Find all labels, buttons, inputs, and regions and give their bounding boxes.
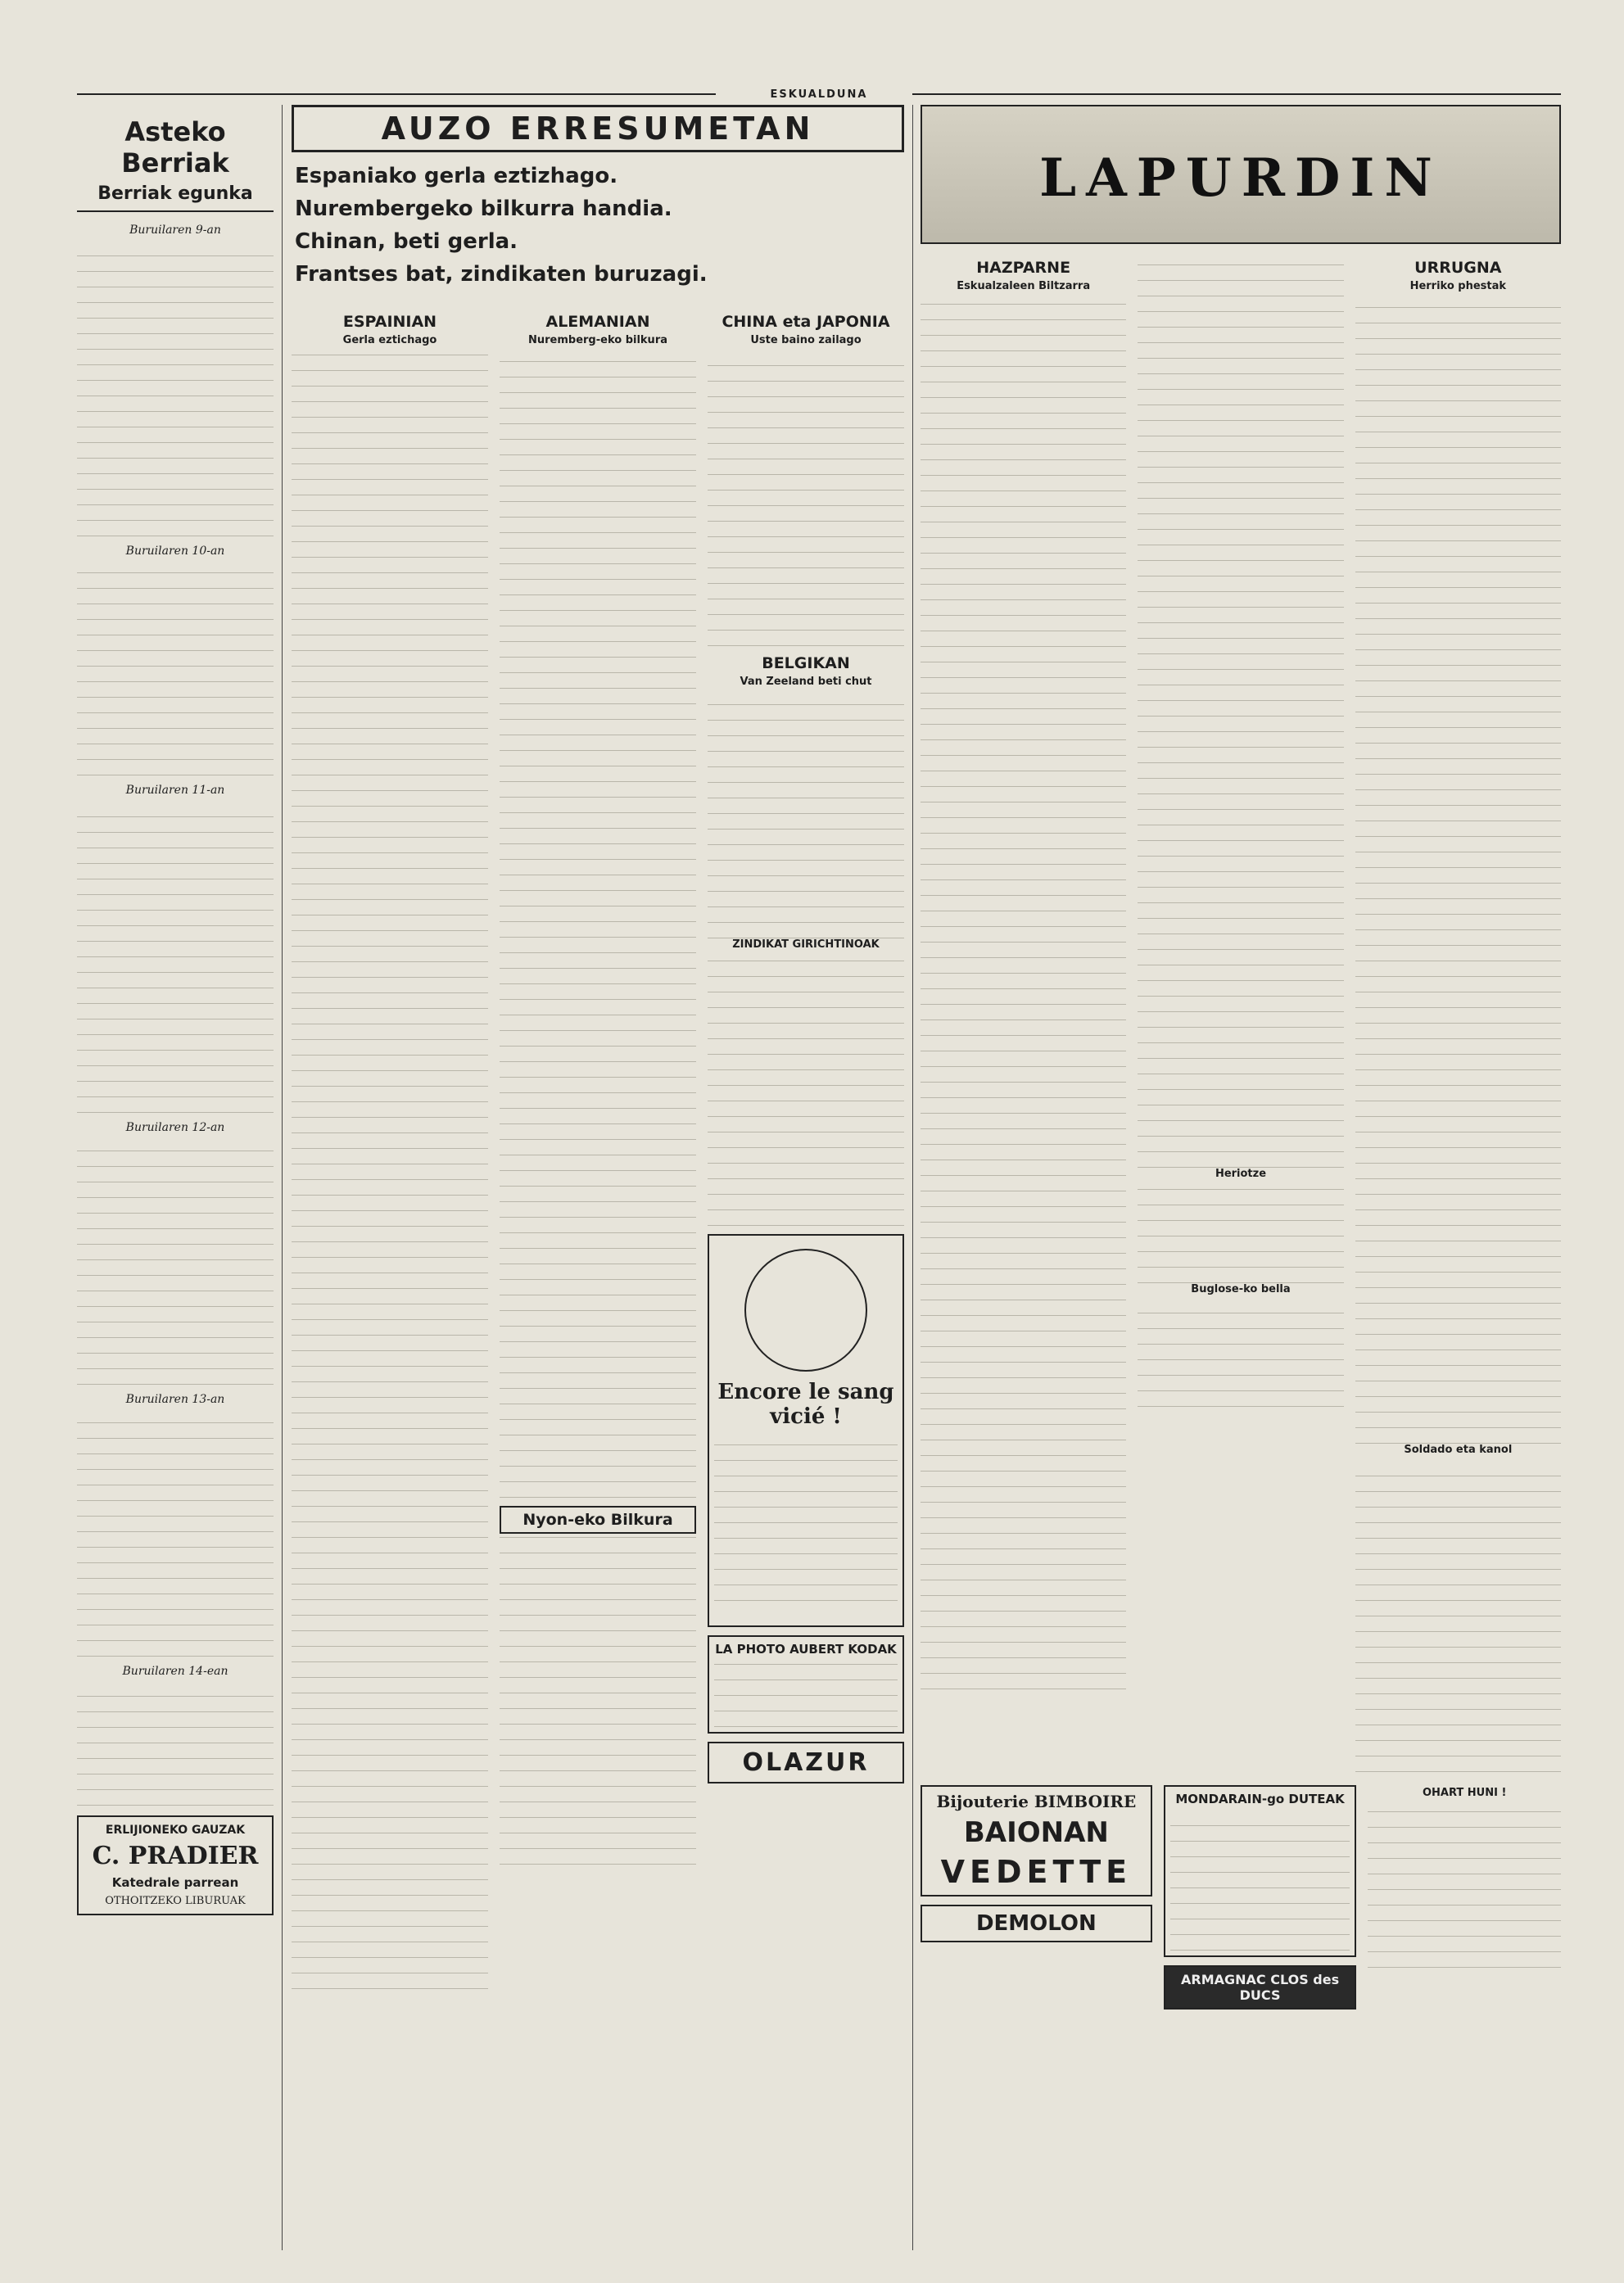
sub-heading: OHART HUNI ! [1422, 1787, 1507, 1799]
section-heading: CHINA eta JAPONIA [722, 313, 890, 331]
newspaper-page [77, 79, 1561, 2253]
ad-body [1170, 1811, 1350, 1951]
ad-brand: VEDETTE [940, 1854, 1133, 1890]
article-body [77, 1139, 274, 1385]
bimboire-ad [921, 1785, 1152, 1896]
asteko-berriak-column [77, 105, 274, 2250]
date-line: Buruilaren 12-an [125, 1121, 225, 1134]
olazur-ad [708, 1742, 904, 1783]
section-heading: Nyon-eko Bilkura [500, 1506, 696, 1534]
clos-des-ducs-ad [1164, 1965, 1357, 2009]
ad-name: C. PRADIER [92, 1842, 259, 1870]
date-line: Buruilaren 14-ean [122, 1665, 228, 1678]
section-heading: ALEMANIAN [545, 313, 650, 331]
section-title: AUZO ERRESUMETAN [292, 105, 904, 152]
article-body [500, 1537, 696, 1865]
banner-title: LAPURDIN [1039, 147, 1442, 209]
article-body [292, 351, 488, 1989]
pradier-ad [77, 1815, 274, 1915]
sub-heading: ZINDIKAT GIRICHTINOAK [732, 938, 880, 951]
ad-body [714, 1437, 898, 1601]
sub-heading: Buglose-ko bella [1191, 1283, 1291, 1295]
ad-body [714, 1661, 898, 1727]
article-body [1355, 297, 1561, 1444]
article-body [1368, 1804, 1561, 1968]
date-line: Buruilaren 9-an [129, 224, 221, 237]
date-line: Buruilaren 10-an [125, 545, 225, 558]
encore-ad [708, 1234, 904, 1627]
article-body [1138, 251, 1343, 1168]
ad-city: BAIONAN [963, 1816, 1109, 1849]
sub-heading: Soldado eta kanol [1404, 1444, 1513, 1456]
column-rule [912, 105, 913, 2250]
section-heading: HAZPARNE [976, 259, 1071, 277]
sub-heading: Eskualzaleen Biltzarra [957, 280, 1091, 292]
masthead: ESKUALDUNA [770, 88, 868, 101]
auzo-erresumetan-section [292, 105, 904, 2250]
ad-headline: ARMAGNAC CLOS des DUCS [1181, 1972, 1340, 2003]
kodak-ad [708, 1635, 904, 1734]
ad-headline: Bijouterie BIMBOIRE [936, 1792, 1137, 1811]
article-body [708, 956, 904, 1226]
article-body [921, 297, 1126, 1689]
kicker: Espaniako gerla eztizhago. [295, 164, 618, 188]
sub-heading: Nuremberg-eko bilkura [527, 334, 667, 346]
article-body [708, 351, 904, 646]
section-heading: ESPAINIAN [342, 313, 437, 331]
page-header [77, 88, 1561, 100]
date-line: Buruilaren 13-an [125, 1393, 225, 1406]
kicker: Nurembergeko bilkurra handia. [295, 197, 672, 221]
article-body [708, 693, 904, 938]
lapurdin-section [921, 105, 1561, 2250]
column-rule [282, 105, 283, 2250]
article-body [500, 351, 696, 1498]
sub-heading: Herriko phestak [1409, 280, 1507, 292]
article-body [77, 1411, 274, 1657]
column-subtitle: Berriak egunka [77, 183, 274, 212]
article-body [77, 1683, 274, 1806]
ad-headline: MONDARAIN-go DUTEAK [1175, 1792, 1345, 1806]
ad-headline: DEMOLON [975, 1911, 1097, 1936]
ad-title: ERLIJIONEKO GAUZAK [105, 1824, 246, 1837]
article-body [1138, 1300, 1343, 1407]
article-body [77, 802, 274, 1113]
sub-heading: Heriotze [1215, 1168, 1267, 1180]
ad-subtitle: Katedrale parrean [111, 1875, 239, 1890]
date-line: Buruilaren 11-an [125, 784, 225, 797]
kicker: Frantses bat, zindikaten buruzagi. [295, 262, 708, 287]
column-title: Asteko Berriak [121, 116, 229, 179]
leg-illustration [744, 1249, 867, 1372]
section-heading: BELGIKAN [762, 654, 850, 672]
demolon-ad [921, 1905, 1152, 1942]
sub-heading: Gerla eztichago [342, 334, 437, 346]
sub-heading: Van Zeeland beti chut [740, 676, 872, 688]
sub-heading: Uste baino zailago [750, 334, 862, 346]
article-body [1138, 1185, 1343, 1283]
ad-headline: Encore le sang vicié ! [717, 1380, 894, 1429]
ad-line: OTHOITZEKO LIBURUAK [105, 1895, 246, 1907]
mondarain-ad [1164, 1785, 1357, 1957]
section-heading: URRUGNA [1414, 259, 1502, 277]
ad-headline: LA PHOTO AUBERT KODAK [715, 1642, 897, 1657]
lapurdin-banner [921, 105, 1561, 244]
kicker: Chinan, beti gerla. [295, 229, 518, 254]
ad-headline: OLAZUR [742, 1748, 870, 1777]
article-body [77, 563, 274, 775]
article-body [1355, 1461, 1561, 1772]
article-body [77, 242, 274, 536]
